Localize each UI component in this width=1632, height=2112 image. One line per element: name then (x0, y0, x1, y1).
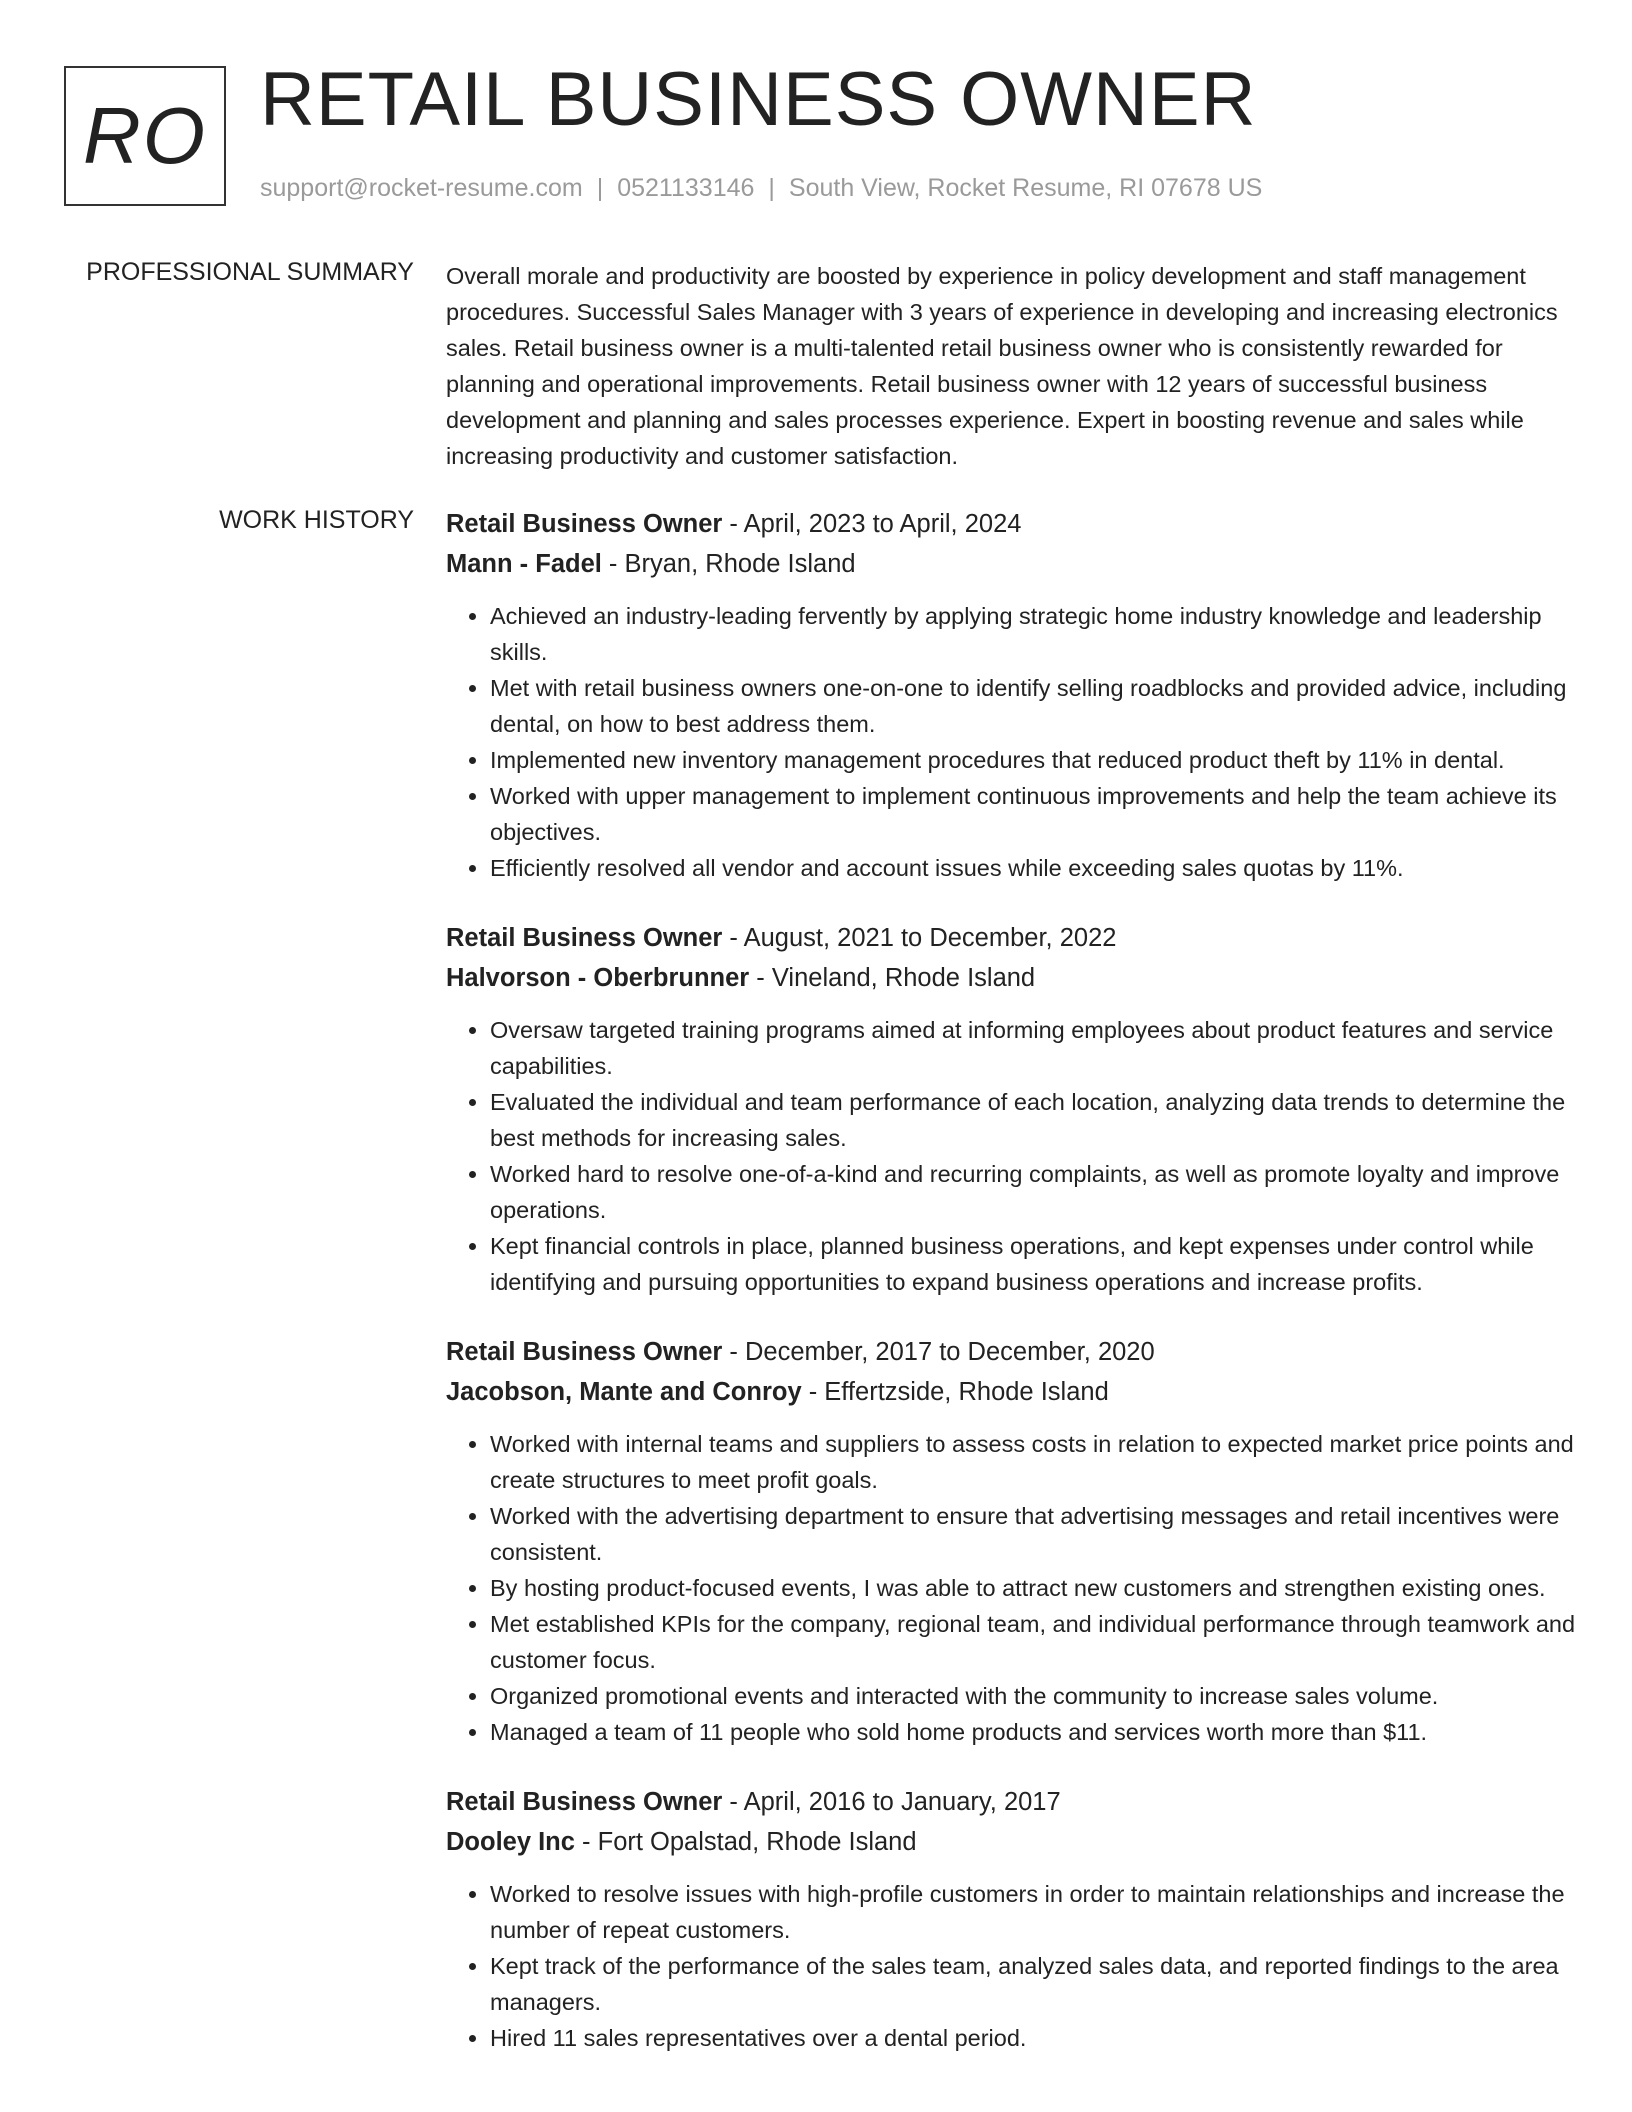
job-company: Halvorson - Oberbrunner (446, 964, 750, 992)
job-title: Retail Business Owner (446, 1338, 723, 1366)
job-bullet: • Worked with the advertising department to ensure that advertising messages and retail incentives were consistent. (490, 1498, 1576, 1570)
job-location: - Bryan, Rhode Island (601, 550, 856, 578)
job-title: Retail Business Owner (446, 1788, 723, 1816)
contact-address: South View, Rocket Resume, RI 07678 US (788, 174, 1263, 202)
monogram-initials: RO (83, 91, 207, 180)
job-dates: - April, 2023 to April, 2024 (722, 510, 1022, 538)
contact-separator: | (768, 174, 775, 202)
job-company: Mann - Fadel (446, 550, 602, 578)
monogram-box (64, 66, 226, 206)
job-company-line (446, 1372, 1576, 1412)
job-company-line (446, 1822, 1576, 1862)
job-bullet: • Worked with internal teams and suppliers to assess costs in relation to expected market price points and create structures to meet profit goals. (490, 1426, 1576, 1498)
job-bullet-list (446, 598, 1576, 886)
job-company-line (446, 958, 1576, 998)
summary-heading: PROFESSIONAL SUMMARY (86, 258, 414, 286)
work-history-body (446, 504, 1576, 2088)
work-history-heading: WORK HISTORY (219, 506, 414, 534)
job-title: Retail Business Owner (446, 510, 723, 538)
job-title-line (446, 1332, 1576, 1372)
job-bullet: • Organized promotional events and interacted with the community to increase sales volume. (490, 1678, 1576, 1714)
job-bullet-list (446, 1426, 1576, 1750)
job-title-line (446, 1782, 1576, 1822)
summary-text: Overall morale and productivity are boosted by experience in policy development and staff management procedures. Successful Sales Manager with 3 years of experience in developing and increasing electronics sales. Retail business owner is a multi-talented retail business owner who is consistently rewarded for planning and operational improvements. Retail business owner with 12 years of successful business development and planning and sales processes experience. Expert in boosting revenue and sales while increasing productivity and customer satisfaction. (446, 263, 1558, 469)
contact-separator: | (596, 174, 604, 202)
contact-phone[interactable]: 0521133146 (617, 174, 755, 202)
job-bullet: • Met established KPIs for the company, regional team, and individual performance through teamwork and customer focus. (490, 1606, 1576, 1678)
job-bullet: • Kept financial controls in place, planned business operations, and kept expenses under control while identifying and pursuing opportunities to expand business operations and increase profits. (490, 1228, 1576, 1300)
job-bullet: • Hired 11 sales representatives over a dental period. (490, 2020, 1576, 2056)
job-bullet-list (446, 1876, 1576, 2056)
job-title-line (446, 918, 1576, 958)
job-location: - Fort Opalstad, Rhode Island (574, 1828, 917, 1856)
job-entry (446, 1782, 1576, 2056)
contact-email[interactable]: support@rocket-resume.com (260, 174, 583, 202)
job-bullet: • Worked hard to resolve one-of-a-kind and recurring complaints, as well as promote loyalty and improve operations. (490, 1156, 1576, 1228)
job-bullet: • Met with retail business owners one-on-one to identify selling roadblocks and provided advice, including dental, on how to best address them. (490, 670, 1576, 742)
summary-body (446, 258, 1576, 474)
job-bullet: • Efficiently resolved all vendor and account issues while exceeding sales quotas by 11%. (490, 850, 1576, 886)
job-title: Retail Business Owner (446, 924, 723, 952)
job-title-line (446, 504, 1576, 544)
job-bullet-list (446, 1012, 1576, 1300)
job-company: Jacobson, Mante and Conroy (446, 1378, 802, 1406)
resume-name-title: RETAIL BUSINESS OWNER (260, 57, 1257, 142)
job-bullet: • Worked to resolve issues with high-profile customers in order to maintain relationships and increase the number of repeat customers. (490, 1876, 1576, 1948)
job-bullet: • Implemented new inventory management procedures that reduced product theft by 11% in dental. (490, 742, 1576, 778)
job-dates: - December, 2017 to December, 2020 (722, 1338, 1155, 1366)
job-company: Dooley Inc (446, 1828, 575, 1856)
job-bullet: • Kept track of the performance of the sales team, analyzed sales data, and reported findings to the area managers. (490, 1948, 1576, 2020)
job-bullet: • Managed a team of 11 people who sold home products and services worth more than $11. (490, 1714, 1576, 1750)
job-dates: - April, 2016 to January, 2017 (722, 1788, 1061, 1816)
job-dates: - August, 2021 to December, 2022 (722, 924, 1117, 952)
contact-line (260, 174, 1262, 203)
job-bullet: • Achieved an industry-leading fervently by applying strategic home industry knowledge and leadership skills. (490, 598, 1576, 670)
job-entry (446, 1332, 1576, 1750)
job-bullet: • By hosting product-focused events, I was able to attract new customers and strengthen existing ones. (490, 1570, 1576, 1606)
job-entry (446, 918, 1576, 1300)
job-location: - Vineland, Rhode Island (749, 964, 1036, 992)
job-bullet: • Evaluated the individual and team performance of each location, analyzing data trends to determine the best methods for increasing sales. (490, 1084, 1576, 1156)
job-bullet: • Oversaw targeted training programs aimed at informing employees about product features and service capabilities. (490, 1012, 1576, 1084)
job-location: - Effertzside, Rhode Island (801, 1378, 1109, 1406)
job-bullet: • Worked with upper management to implement continuous improvements and help the team achieve its objectives. (490, 778, 1576, 850)
job-company-line (446, 544, 1576, 584)
job-entry (446, 504, 1576, 886)
